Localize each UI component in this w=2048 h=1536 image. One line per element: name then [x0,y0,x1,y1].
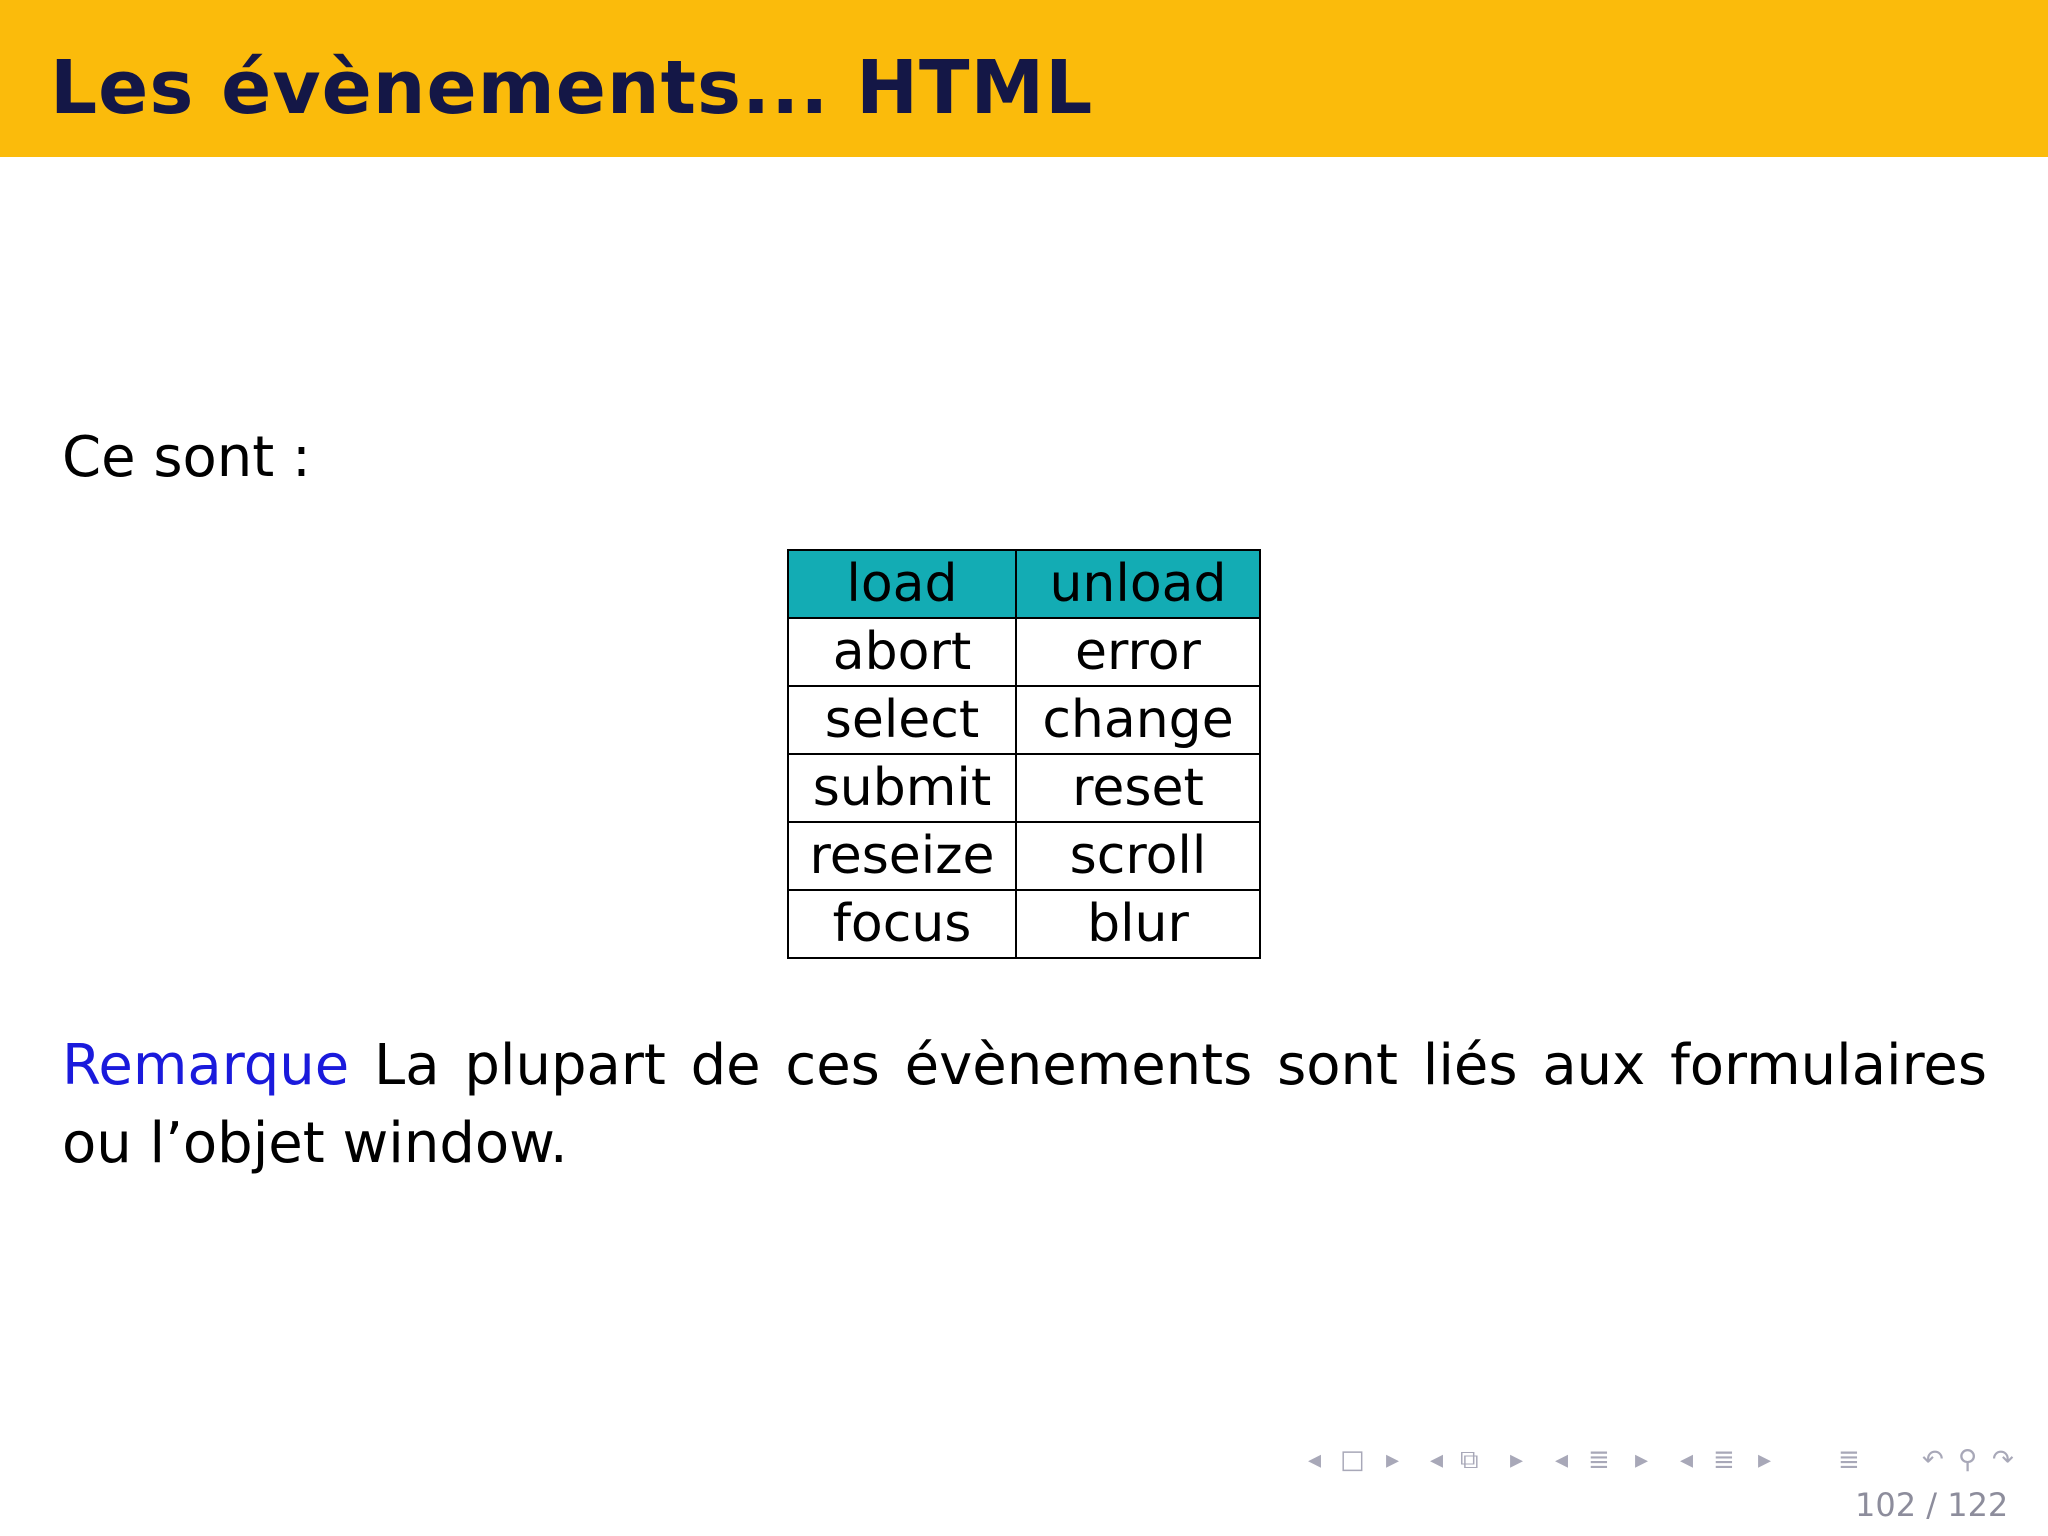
arrow-right-icon[interactable]: ▸ [1386,1445,1400,1475]
table-row [788,822,1260,890]
table-row [788,890,1260,958]
arrow-right-icon[interactable]: ▸ [1635,1445,1649,1475]
table-row [788,754,1260,822]
table-cell: error [1016,618,1260,686]
table-cell: focus [788,890,1016,958]
title-bar [0,0,2048,157]
table-cell: scroll [1016,822,1260,890]
remark-paragraph [62,1027,1987,1183]
frame-icon[interactable]: □ [1340,1445,1365,1475]
table-row [788,618,1260,686]
redo-icon[interactable]: ↷ [1992,1445,2014,1475]
list-icon[interactable]: ≣ [1713,1445,1735,1475]
table-cell: blur [1016,890,1260,958]
arrow-left-icon[interactable]: ◂ [1680,1445,1694,1475]
slide-title: Les évènements... HTML [50,45,1094,131]
table-cell: reseize [788,822,1016,890]
table-cell: reset [1016,754,1260,822]
subsection-icon[interactable]: ⧉ [1460,1445,1479,1475]
section-icon[interactable]: ≣ [1588,1445,1610,1475]
intro-text: Ce sont : [62,425,311,490]
table-header-cell: load [788,550,1016,618]
remark-keyword: Remarque [62,1033,350,1098]
table-cell: change [1016,686,1260,754]
search-icon[interactable]: ⚲ [1958,1445,1978,1475]
table-header-cell: unload [1016,550,1260,618]
navigation-bar [1300,1440,2040,1480]
arrow-left-icon[interactable]: ◂ [1308,1445,1322,1475]
table-header-row [788,550,1260,618]
events-table [787,549,1261,959]
table-row [788,686,1260,754]
table-cell: abort [788,618,1016,686]
arrow-right-icon[interactable]: ▸ [1510,1445,1524,1475]
arrow-right-icon[interactable]: ▸ [1758,1445,1772,1475]
table-cell: submit [788,754,1016,822]
table-cell: select [788,686,1016,754]
align-icon[interactable]: ≣ [1838,1445,1860,1475]
arrow-left-icon[interactable]: ◂ [1555,1445,1569,1475]
remark-text: La plupart de ces évènements sont liés aux formulaires ou l’objet window. [62,1033,1987,1176]
arrow-left-icon[interactable]: ◂ [1430,1445,1444,1475]
page-number: 102 / 122 [1855,1486,2009,1524]
undo-icon[interactable]: ↶ [1922,1445,1944,1475]
